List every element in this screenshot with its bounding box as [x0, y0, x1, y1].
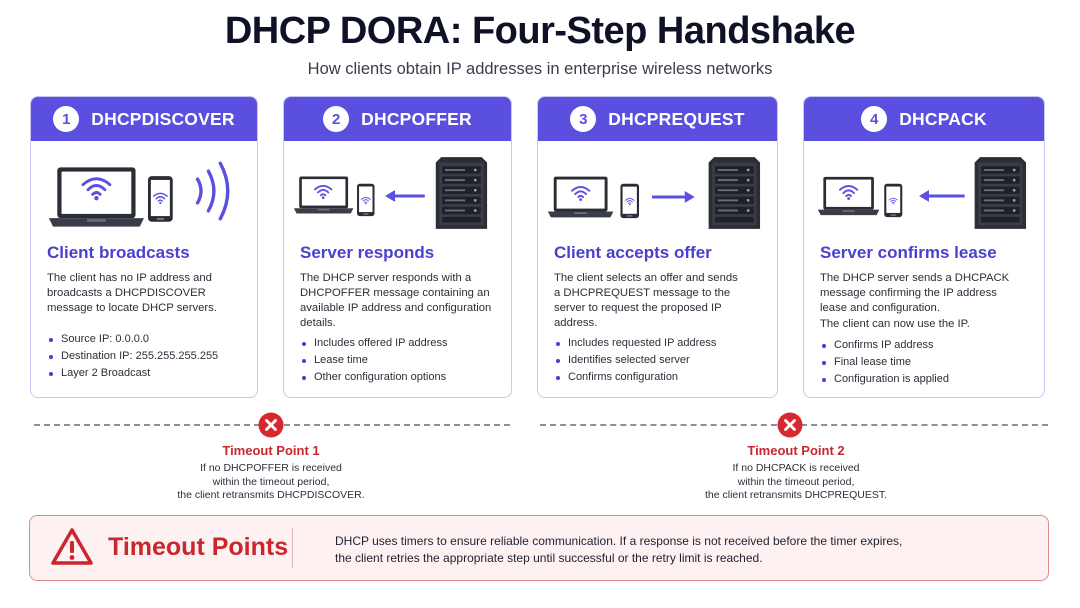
banner-text — [335, 533, 1035, 567]
arrow-icon — [652, 191, 695, 203]
step-description: The DHCP server sends a DHCPACK message confirming the IP address lease and configuration. — [820, 272, 1010, 314]
timeout-line: the client retransmits DHCPDISCOVER. — [177, 489, 365, 501]
ack-illustration — [804, 145, 1044, 241]
step-number-badge: 1 — [53, 106, 79, 132]
step-title: Server responds — [300, 243, 435, 262]
list-item: Layer 2 Broadcast — [47, 365, 218, 382]
discover-illustration — [31, 145, 257, 241]
list-item: Configuration is applied — [820, 371, 949, 388]
phone-icon — [148, 176, 173, 222]
x-circle-icon — [258, 412, 284, 438]
list-item: Includes requested IP address — [554, 335, 716, 352]
warning-triangle-icon — [50, 526, 94, 568]
timeout-line: If no DHCPACK is received — [732, 462, 860, 474]
step-number-badge: 4 — [861, 106, 887, 132]
banner-line: DHCP uses timers to ensure reliable communication. If a response is not received before the timer expires, — [335, 534, 903, 548]
step-header — [538, 97, 777, 141]
step-title: Client accepts offer — [554, 243, 712, 262]
list-item: Final lease time — [820, 354, 949, 371]
timeout-line: within the timeout period, — [212, 475, 330, 488]
step-description: The DHCP server responds with a DHCPOFFER message containing an available IP address and configuration details. — [300, 272, 492, 329]
banner-line: the client retries the appropriate step until successful or the retry limit is reached. — [335, 551, 763, 565]
x-circle-icon — [777, 412, 803, 438]
step-card-ack — [803, 96, 1045, 398]
step-name: DHCPACK — [899, 108, 987, 129]
server-icon — [436, 157, 488, 229]
list-item: Source IP: 0.0.0.0 — [47, 331, 218, 348]
step-bullets — [820, 337, 949, 388]
step-title: Server confirms lease — [820, 243, 997, 262]
step-number-badge: 3 — [570, 106, 596, 132]
request-illustration — [538, 145, 777, 241]
step-header — [804, 97, 1044, 141]
broadcast-waves-icon — [198, 163, 228, 219]
laptop-icon — [548, 177, 613, 218]
list-item: Confirms configuration — [554, 369, 716, 386]
timeout-line: If no DHCPOFFER is received — [200, 462, 342, 474]
list-item: Confirms IP address — [820, 337, 949, 354]
timeout-description — [676, 462, 916, 503]
timeout-label: Timeout Point 1 — [222, 443, 320, 458]
step-title: Client broadcasts — [47, 243, 190, 262]
offer-illustration — [284, 145, 511, 241]
step-description-note: The client can now use the IP. — [820, 318, 970, 330]
list-item: Includes offered IP address — [300, 335, 448, 352]
server-icon — [709, 157, 761, 229]
arrow-icon — [919, 190, 965, 202]
timeout-line: within the timeout period, — [737, 475, 855, 488]
banner-divider — [292, 528, 293, 568]
timeout-line: the client retransmits DHCPREQUEST. — [704, 489, 888, 501]
list-item: Lease time — [300, 352, 448, 369]
timeout-label: Timeout Point 2 — [747, 443, 845, 458]
step-bullets — [300, 335, 448, 386]
step-bullets — [554, 335, 716, 386]
timeout-banner — [29, 515, 1049, 581]
list-item: Other configuration options — [300, 369, 448, 386]
page-title: DHCP DORA: Four-Step Handshake — [224, 10, 856, 52]
step-card-request — [537, 96, 778, 398]
server-icon — [975, 157, 1027, 229]
step-description: The client selects an offer and sends a DHCPREQUEST message to the server to request the proposed IP address. — [554, 272, 738, 329]
step-description: The client has no IP address and broadcasts a DHCPDISCOVER message to locate DHCP servers. — [47, 272, 217, 314]
arrow-icon — [385, 190, 425, 202]
step-name: DHCPREQUEST — [608, 108, 745, 129]
page-subtitle: How clients obtain IP addresses in enterprise wireless networks — [307, 60, 773, 78]
list-item: Destination IP: 255.255.255.255 — [47, 348, 218, 365]
step-name: DHCPOFFER — [361, 108, 472, 129]
step-card-offer — [283, 96, 512, 398]
step-number-badge: 2 — [323, 106, 349, 132]
list-item: Identifies selected server — [554, 352, 716, 369]
step-header — [31, 97, 257, 141]
step-bullets — [47, 331, 218, 382]
banner-title: Timeout Points — [108, 533, 289, 561]
step-name: DHCPDISCOVER — [91, 108, 235, 129]
timeout-description — [151, 462, 391, 503]
step-header — [284, 97, 511, 141]
laptop-icon — [818, 177, 879, 215]
step-card-discover — [30, 96, 258, 398]
